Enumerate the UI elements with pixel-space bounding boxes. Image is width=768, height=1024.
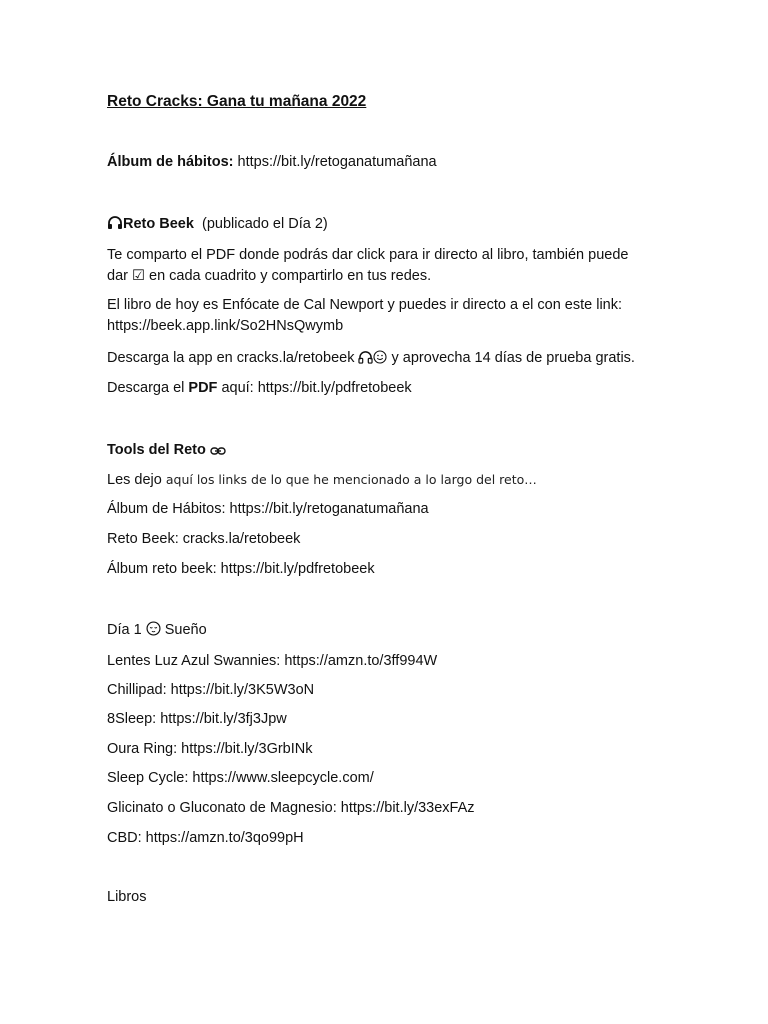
pdf-label: PDF [188,380,218,396]
reto-beek-para4-a: Descarga el [107,380,185,396]
reto-beek-title: Reto Beek [123,216,194,232]
headphones-icon [107,215,123,230]
reto-beek-note: (publicado el Día 2) [201,216,328,232]
dia1-item[interactable]: Lentes Luz Azul Swannies: https://amzn.to/3ff994W [107,653,438,669]
tools-intro-b: aquí los links de lo que he mencionado a lo largo del reto… [165,472,537,487]
tools-heading [107,441,226,459]
reto-beek-heading [107,215,328,233]
dia1-heading-b: Sueño [164,622,207,638]
dia1-heading [107,621,207,639]
reto-beek-para2-a: El libro de hoy es Enfócate de Cal Newport y puedes ir directo a el con este link: [107,297,623,313]
dia1-item[interactable]: CBD: https://amzn.to/3qo99pH [107,830,304,846]
smile-icon [373,350,387,364]
tools-item[interactable]: Álbum reto beek: https://bit.ly/pdfretobeek [107,561,375,577]
reto-beek-para3 [107,349,635,367]
headphones-icon [358,350,373,364]
pdf-link[interactable]: aquí: https://bit.ly/pdfretobeek [221,380,412,396]
dia1-item[interactable]: Chillipad: https://bit.ly/3K5W3oN [107,682,315,698]
link-icon [210,446,226,456]
sleepy-face-icon [146,621,161,636]
tools-item[interactable]: Reto Beek: cracks.la/retobeek [107,531,301,547]
reto-beek-para3-a: Descarga la app en cracks.la/retobeek [107,350,355,366]
album-line [107,153,437,171]
tools-item[interactable]: Álbum de Hábitos: https://bit.ly/retoganatumañana [107,501,429,517]
reto-beek-link[interactable]: https://beek.app.link/So2HNsQwymb [107,318,344,334]
document-title: Reto Cracks: Gana tu mañana 2022 [107,93,367,110]
libros-heading: Libros [107,889,147,905]
reto-beek-para1-a: Te comparto el PDF donde podrás dar click para ir directo al libro, también puede [107,247,629,263]
dia1-heading-a: Día 1 [107,622,142,638]
album-link[interactable]: https://bit.ly/retoganatumañana [237,154,437,170]
reto-beek-para1-b: dar ☑ en cada cuadrito y compartirlo en tus redes. [107,268,432,284]
dia1-item[interactable]: Glicinato o Gluconato de Magnesio: https://bit.ly/33exFAz [107,800,475,816]
reto-beek-para4 [107,379,412,397]
dia1-item[interactable]: Sleep Cycle: https://www.sleepcycle.com/ [107,770,374,786]
dia1-item[interactable]: Oura Ring: https://bit.ly/3GrbINk [107,741,313,757]
tools-title: Tools del Reto [107,442,206,458]
tools-intro-a: Les dejo [107,472,162,488]
reto-beek-para3-b: y aprovecha 14 días de prueba gratis. [391,350,635,366]
tools-intro [107,471,537,489]
album-label: Álbum de hábitos: [107,154,234,170]
dia1-item[interactable]: 8Sleep: https://bit.ly/3fj3Jpw [107,711,287,727]
